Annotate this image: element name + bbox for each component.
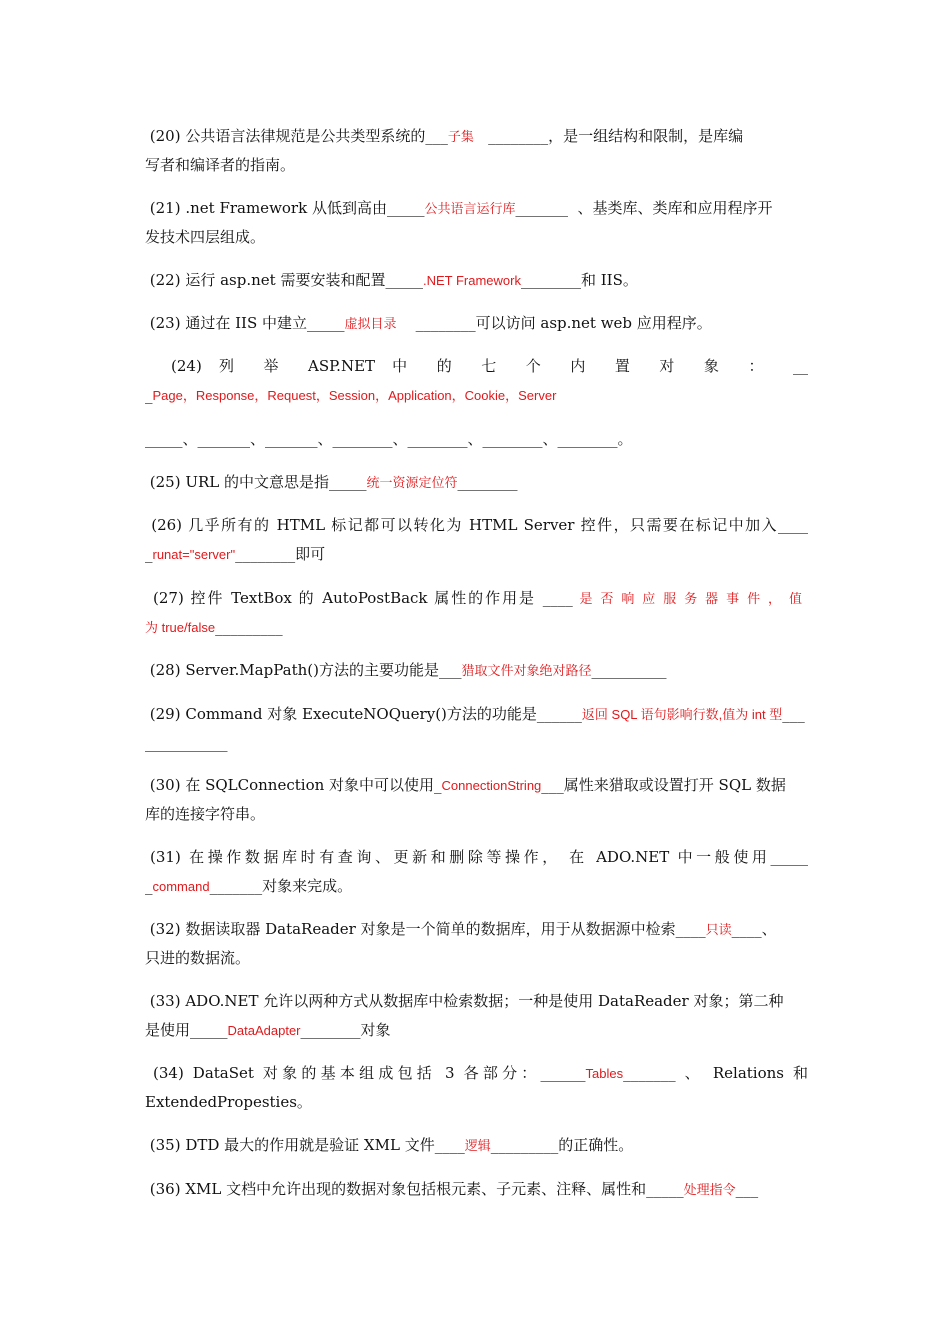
question-text: ___ <box>782 705 805 723</box>
question-text: ____、 <box>731 920 777 938</box>
question-text: (32) 数据读取器 DataReader 对象是一个简单的数据库，用于从数据源中检索____ <box>149 920 706 938</box>
question-text: __________ <box>591 661 667 679</box>
question-line <box>145 1131 808 1160</box>
question-text: _ <box>145 877 153 895</box>
answer-text: command <box>152 879 210 894</box>
question-text: _______ 、 Relations 和 <box>623 1064 808 1082</box>
question-text: ___属性来猎取或设置打开 SQL 数据 <box>541 776 786 794</box>
question-line <box>145 915 808 944</box>
question-29 <box>145 700 808 758</box>
answer-text: DataAdapter <box>227 1023 301 1038</box>
question-line <box>145 872 808 901</box>
question-line <box>145 223 808 252</box>
question-34 <box>145 1059 808 1117</box>
question-27 <box>145 584 808 642</box>
question-36 <box>145 1175 808 1204</box>
question-35 <box>145 1131 808 1160</box>
question-text: (31) 在操作数据库时有查询、更新和删除等操作， 在 ADO.NET 中一般使用_____ <box>150 848 808 866</box>
question-text: (29) Command 对象 ExecuteNOQuery()方法的功能是______ <box>149 705 582 723</box>
answer-text: 统一资源定位符 <box>366 475 458 490</box>
question-line <box>145 1088 808 1117</box>
answer-text: 子集 <box>447 129 474 144</box>
question-line <box>145 843 808 872</box>
question-22 <box>145 266 808 295</box>
answer-text: 返回 SQL 语句影响行数,值为 int 型 <box>581 707 783 722</box>
question-text: (36) XML 文档中允许出现的数据对象包括根元素、子元素、注释、属性和_____ <box>149 1180 684 1198</box>
answer-text: 公共语言运行库 <box>424 201 516 216</box>
question-text: ___ <box>735 1180 759 1198</box>
answer-text: 是否响应服务器事件，值 <box>579 591 808 606</box>
question-text: ________可以访问 asp.net web 应用程序。 <box>396 314 712 332</box>
question-line <box>145 381 808 410</box>
question-text: ________和 IIS。 <box>520 271 638 289</box>
question-text: ExtendedPropesties。 <box>145 1093 312 1111</box>
question-text: (34) DataSet 对象的基本组成包括 3 各部分：______ <box>153 1064 586 1082</box>
question-line <box>145 800 808 829</box>
question-text: _ <box>145 386 153 404</box>
question-line <box>145 1059 808 1088</box>
question-line <box>145 352 808 381</box>
question-line <box>145 540 808 569</box>
question-line <box>145 729 808 758</box>
question-line <box>145 656 808 685</box>
question-text: (27) 控件 TextBox 的 AutoPostBack 属性的作用是 ____ <box>153 589 580 607</box>
answer-text: runat="server" <box>152 547 236 562</box>
question-text: (20) 公共语言法律规范是公共类型系统的___ <box>149 127 448 145</box>
answer-text: Tables <box>585 1066 624 1081</box>
answer-text: 逻辑 <box>464 1138 491 1153</box>
question-text: ________，是一组结构和限制，是库编 <box>473 127 744 145</box>
question-text: (30) 在 SQLConnection 对象中可以使用_ <box>149 776 442 794</box>
question-text: ________对象 <box>300 1021 391 1039</box>
question-line <box>145 944 808 973</box>
question-line <box>145 613 808 642</box>
answer-text: 猎取文件对象绝对路径 <box>461 663 592 678</box>
question-line <box>145 511 808 540</box>
question-26 <box>145 511 808 569</box>
answer-text: 只读 <box>705 922 732 937</box>
question-32 <box>145 915 808 973</box>
question-line <box>145 771 808 800</box>
question-text: _______ 、基类库、类库和应用程序开 <box>515 199 773 217</box>
answer-text: Page，Response，Request，Session，Application，Cookie，Server <box>152 388 557 403</box>
question-text: (33) ADO.NET 允许以两种方式从数据库中检索数据；一种是使用 DataReader 对象；第二种 <box>149 992 784 1010</box>
question-text: ___________ <box>145 734 228 752</box>
question-text: 库的连接字符串。 <box>145 805 266 823</box>
question-28 <box>145 656 808 685</box>
question-text: ________即可 <box>235 545 326 563</box>
question-line <box>145 122 808 151</box>
question-text: (35) DTD 最大的作用就是验证 XML 文件____ <box>149 1136 465 1154</box>
question-24 <box>145 352 808 454</box>
question-30 <box>145 771 808 829</box>
question-text: (22) 运行 asp.net 需要安装和配置_____ <box>149 271 423 289</box>
question-text: _________ <box>215 618 283 636</box>
question-25 <box>145 468 808 497</box>
question-text: (24) 列 举 ASP.NET 中 的 七 个 内 置 对 象 ： __ <box>171 357 808 375</box>
question-text: (21) .net Framework 从低到高由_____ <box>149 199 425 217</box>
question-line <box>145 266 808 295</box>
answer-text: 处理指令 <box>683 1182 736 1197</box>
question-text: _ <box>145 545 153 563</box>
question-21 <box>145 194 808 252</box>
question-line <box>145 309 808 338</box>
question-text: _______对象来完成。 <box>209 877 353 895</box>
question-text: 只进的数据流。 <box>145 949 251 967</box>
question-line <box>145 700 808 729</box>
question-31 <box>145 843 808 901</box>
question-line <box>145 1175 808 1204</box>
question-line <box>145 194 808 223</box>
question-text: (25) URL 的中文意思是指_____ <box>149 473 367 491</box>
question-33 <box>145 987 808 1045</box>
question-text: 发技术四层组成。 <box>145 228 266 246</box>
question-text: 写者和编译者的指南。 <box>145 156 296 174</box>
answer-text: ConnectionString <box>441 778 542 793</box>
question-text: _____、_______、_______、________、________、________、________。 <box>145 430 633 448</box>
question-line <box>145 151 808 180</box>
question-text: ________ <box>457 473 518 491</box>
question-text: (28) Server.MapPath()方法的主要功能是___ <box>149 661 462 679</box>
question-line <box>145 1016 808 1045</box>
question-text: 是使用_____ <box>145 1021 228 1039</box>
question-20 <box>145 122 808 180</box>
question-line <box>145 468 808 497</box>
answer-text: 为 true/false <box>145 620 216 635</box>
question-line <box>145 425 808 454</box>
question-line <box>145 987 808 1016</box>
question-23 <box>145 309 808 338</box>
question-text: _________的正确性。 <box>490 1136 634 1154</box>
answer-text: .NET Framework <box>422 273 521 288</box>
question-line <box>145 584 808 613</box>
question-text: (26) 几乎所有的 HTML 标记都可以转化为 HTML Server 控件，只需要在标记中加入____ <box>151 516 808 534</box>
question-text: (23) 通过在 IIS 中建立_____ <box>149 314 345 332</box>
answer-text: 虚拟目录 <box>344 316 397 331</box>
